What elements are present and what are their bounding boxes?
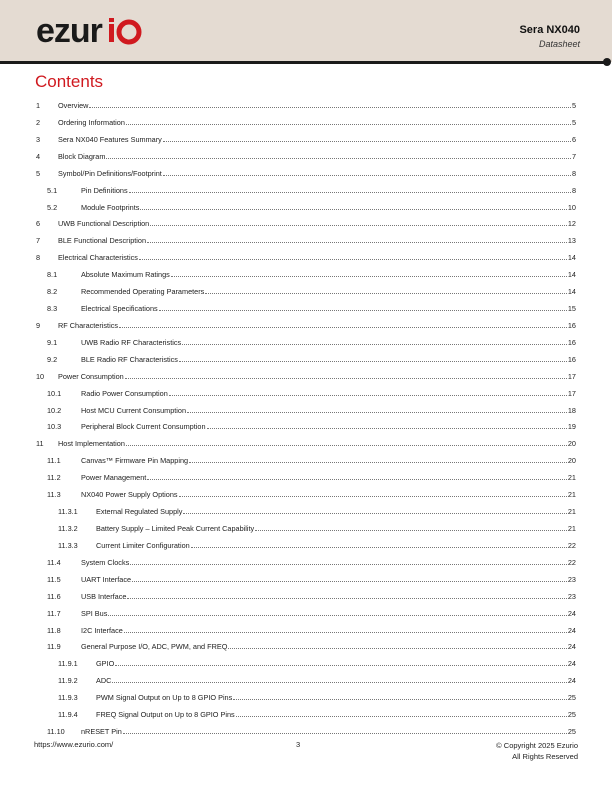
toc-entry-number: 11.1 (47, 456, 61, 466)
toc-entry-number: 11.9.4 (58, 710, 78, 720)
toc-entry[interactable] (0, 418, 612, 435)
toc-entry-page[interactable]: 15 (567, 304, 576, 314)
toc-dot-leader (126, 118, 571, 125)
toc-entry-number: 11.9.1 (58, 659, 78, 669)
toc-entry-number: 6 (36, 219, 41, 229)
toc-dot-leader (126, 439, 567, 446)
toc-dot-leader (159, 304, 567, 311)
toc-entry-title[interactable]: UWB Functional Description (58, 219, 150, 229)
toc-entry-title[interactable]: UWB Radio RF Characteristics (81, 337, 182, 347)
toc-entry-page[interactable]: 21 (567, 524, 576, 533)
toc-entry-number: 9.1 (47, 337, 58, 347)
toc-entry-number: 11.10 (47, 727, 65, 737)
toc-dot-leader (228, 642, 566, 649)
toc-entry-page[interactable]: 21 (567, 507, 576, 517)
toc-entry-title[interactable]: SPI Bus (81, 608, 108, 618)
toc-entry-title[interactable]: Electrical Characteristics (58, 253, 138, 263)
toc-entry-page[interactable]: 17 (567, 371, 576, 381)
toc-dot-leader (147, 236, 567, 243)
toc-entry-page[interactable]: 18 (567, 405, 576, 415)
toc-entry-title[interactable]: Radio Power Consumption (81, 388, 168, 398)
toc-entry-title[interactable]: Module Footprints (81, 202, 140, 212)
toc-dot-leader (147, 473, 567, 480)
toc-entry-page[interactable]: 24 (567, 676, 576, 686)
toc-entry-number: 11.3.2 (58, 524, 78, 533)
toc-entry-page[interactable]: 16 (567, 320, 576, 330)
ezurio-logo (36, 12, 146, 52)
toc-entry-number: 11.4 (47, 557, 61, 567)
toc-entry-page[interactable]: 8 (571, 168, 576, 178)
toc-entry[interactable] (0, 638, 612, 655)
toc-entry-page[interactable]: 5 (571, 117, 576, 127)
doc-subtitle: Datasheet (538, 39, 580, 49)
toc-entry-title[interactable]: I2C Interface (81, 625, 123, 635)
toc-entry-number: 11.5 (47, 574, 61, 584)
toc-entry[interactable] (0, 334, 612, 351)
toc-dot-leader (89, 101, 571, 108)
toc-dot-leader (106, 152, 570, 159)
toc-entry-title[interactable]: Recommended Operating Parameters (81, 287, 205, 297)
toc-entry-title[interactable]: External Regulated Supply (96, 507, 183, 517)
toc-entry-title[interactable]: USB Interface (81, 591, 127, 601)
toc-entry-page[interactable]: 23 (567, 591, 576, 601)
toc-entry-title[interactable]: BLE Functional Description (58, 236, 147, 246)
footer-url[interactable]: https://www.ezurio.com/ (34, 740, 114, 749)
toc-entry-page[interactable]: 24 (567, 608, 576, 618)
toc-entry[interactable] (0, 165, 612, 182)
toc-entry[interactable] (0, 182, 612, 199)
toc-entry[interactable] (0, 605, 612, 622)
toc-dot-leader (233, 693, 567, 700)
toc-entry-title[interactable]: Pin Definitions (81, 185, 128, 195)
toc-entry-page[interactable]: 24 (567, 642, 576, 652)
toc-entry-page[interactable]: 17 (567, 388, 576, 398)
toc-entry-title[interactable]: Electrical Specifications (81, 304, 158, 314)
toc-entry-number: 11.2 (47, 473, 61, 483)
toc-entry-page[interactable]: 24 (567, 659, 576, 669)
footer-copyright (496, 740, 578, 762)
toc-entry-number: 11.7 (47, 608, 61, 618)
toc-entry[interactable] (0, 672, 612, 689)
toc-entry[interactable] (0, 385, 612, 402)
toc-entry-number: 9.2 (47, 354, 58, 364)
toc-dot-leader (108, 609, 567, 616)
toc-entry[interactable] (0, 486, 612, 503)
toc-entry-page[interactable]: 7 (571, 151, 576, 161)
toc-entry-number: 7 (36, 236, 41, 246)
toc-entry[interactable] (0, 723, 612, 740)
toc-entry[interactable] (0, 706, 612, 723)
toc-entry-number: 11.3.1 (58, 507, 78, 517)
toc-entry-number: 8.2 (47, 287, 58, 297)
toc-dot-leader (129, 186, 571, 193)
toc-dot-leader (140, 203, 566, 210)
toc-entry-title[interactable]: Symbol/Pin Definitions/Footprint (58, 168, 162, 178)
toc-entry[interactable] (0, 622, 612, 639)
toc-entry-number: 5 (36, 168, 41, 178)
toc-entry-number: 10.3 (47, 422, 62, 432)
toc-entry-title[interactable]: Battery Supply – Limited Peak Current Capability (96, 524, 255, 533)
toc-entry[interactable] (0, 554, 612, 571)
toc-entry-page[interactable]: 25 (567, 727, 576, 737)
toc-entry-title[interactable]: UART Interface (81, 574, 132, 584)
toc-entry-title[interactable]: Host Implementation (58, 439, 125, 449)
toc-entry-page[interactable]: 22 (567, 557, 576, 567)
header-rule (0, 61, 607, 64)
toc-entry-page[interactable]: 25 (567, 693, 576, 703)
toc-entry-title[interactable]: Host MCU Current Consumption (81, 405, 187, 415)
toc-dot-leader (205, 287, 567, 294)
toc-entry-page[interactable]: 25 (567, 710, 576, 720)
toc-entry-title[interactable]: FREQ Signal Output on Up to 8 GPIO Pins (96, 710, 235, 720)
toc-entry-number: 8.3 (47, 304, 58, 314)
toc-entry[interactable] (0, 114, 612, 131)
toc-entry-page[interactable]: 14 (567, 253, 576, 263)
toc-entry[interactable] (0, 131, 612, 148)
toc-entry-page[interactable]: 21 (567, 490, 576, 500)
toc-dot-leader (127, 592, 566, 599)
toc-dot-leader (123, 727, 567, 734)
toc-dot-leader (169, 389, 567, 396)
toc-dot-leader (125, 372, 567, 379)
doc-title: Sera NX040 (519, 24, 580, 36)
toc-entry-number: 8 (36, 253, 41, 263)
toc-dot-leader (236, 710, 567, 717)
toc-entry[interactable] (0, 368, 612, 385)
toc-entry-page[interactable]: 8 (571, 185, 576, 195)
toc-entry-page[interactable]: 20 (567, 439, 576, 449)
toc-entry-number: 1 (36, 101, 41, 110)
toc-entry-number: 3 (36, 134, 41, 144)
toc-entry[interactable] (0, 249, 612, 266)
toc-entry[interactable] (0, 435, 612, 452)
toc-dot-leader (119, 321, 567, 328)
toc-entry-title[interactable]: Power Management (81, 473, 147, 483)
toc-entry-number: 2 (36, 117, 41, 127)
copyright-text: © Copyright 2025 Ezurio (496, 741, 578, 750)
toc-dot-leader (189, 456, 567, 463)
toc-entry[interactable] (0, 97, 612, 114)
toc-entry[interactable] (0, 215, 612, 232)
toc-entry-page[interactable]: 20 (567, 456, 576, 466)
toc-dot-leader (187, 406, 567, 413)
toc-entry-title[interactable]: Canvas™ Firmware Pin Mapping (81, 456, 189, 466)
toc-entry-number: 9 (36, 320, 41, 330)
toc-entry[interactable] (0, 571, 612, 588)
toc-entry-number: 11.9.3 (58, 693, 78, 703)
toc-entry-number: 4 (36, 151, 41, 161)
toc-entry[interactable] (0, 452, 612, 469)
toc-entry[interactable] (0, 588, 612, 605)
toc-entry-title[interactable]: Ordering Information (58, 117, 125, 127)
toc-entry[interactable] (0, 232, 612, 249)
toc-entry-page[interactable]: 6 (571, 134, 576, 144)
toc-dot-leader (191, 541, 567, 548)
toc-entry-title[interactable]: nRESET Pin (81, 727, 122, 737)
toc-entry-page[interactable]: 16 (567, 337, 576, 347)
toc-entry[interactable] (0, 266, 612, 283)
toc-dot-leader (163, 169, 571, 176)
toc-entry-number: 11.9.2 (58, 676, 78, 686)
toc-entry-title[interactable]: NX040 Power Supply Options (81, 490, 178, 500)
toc-entry[interactable] (0, 300, 612, 317)
toc-dot-leader (124, 626, 567, 633)
header-rule-dot (603, 58, 611, 66)
toc-entry-page[interactable]: 14 (567, 270, 576, 280)
toc-dot-leader (182, 338, 567, 345)
toc-entry[interactable] (0, 148, 612, 165)
toc-entry-page[interactable]: 10 (567, 202, 576, 212)
toc-dot-leader (255, 524, 567, 531)
toc-entry-number: 11 (36, 439, 44, 449)
toc-entry[interactable] (0, 402, 612, 419)
toc-entry-page[interactable]: 21 (567, 473, 576, 483)
toc-entry-number: 5.1 (47, 185, 58, 195)
toc-entry-page[interactable]: 24 (567, 625, 576, 635)
toc-entry[interactable] (0, 351, 612, 368)
toc-entry-title[interactable]: ADC (96, 676, 112, 686)
toc-dot-leader (130, 558, 567, 565)
toc-entry[interactable] (0, 503, 612, 520)
toc-entry-title[interactable]: Absolute Maximum Ratings (81, 270, 170, 280)
toc-entry-page[interactable]: 13 (567, 236, 576, 246)
toc-entry-number: 10 (36, 371, 45, 381)
toc-entry[interactable] (0, 317, 612, 334)
rights-text: All Rights Reserved (512, 752, 578, 761)
toc-entry[interactable] (0, 689, 612, 706)
toc-entry-title[interactable]: General Purpose I/O, ADC, PWM, and FREQ (81, 642, 228, 652)
svg-text:ezur: ezur (36, 12, 102, 50)
toc-dot-leader (179, 355, 567, 362)
toc-entry[interactable] (0, 537, 612, 554)
toc-entry-title[interactable]: Block Diagram (58, 151, 106, 161)
toc-entry-number: 11.9 (47, 642, 61, 652)
page-number: 3 (296, 740, 301, 749)
toc-dot-leader (112, 676, 566, 683)
toc-entry-number: 8.1 (47, 270, 58, 280)
toc-entry-title[interactable]: BLE Radio RF Characteristics (81, 354, 178, 364)
toc-entry-title[interactable]: Power Consumption (58, 371, 124, 381)
toc-entry-page[interactable]: 23 (567, 574, 576, 584)
toc-entry-page[interactable]: 14 (567, 287, 576, 297)
toc-entry-number: 10.1 (47, 388, 62, 398)
toc-entry-title[interactable]: GPIO (96, 659, 115, 669)
toc-entry-title[interactable]: System Clocks (81, 557, 130, 567)
toc-entry-title[interactable]: PWM Signal Output on Up to 8 GPIO Pins (96, 693, 233, 703)
header-doc-info (519, 24, 580, 49)
toc-entry-number: 11.6 (47, 591, 61, 601)
toc-entry-number: 11.3.3 (58, 540, 78, 550)
toc-dot-leader (150, 219, 567, 226)
toc-entry-number: 11.8 (47, 625, 61, 635)
contents-heading: Contents (35, 72, 104, 91)
toc-entry-page[interactable]: 16 (567, 354, 576, 364)
toc-entry[interactable] (0, 520, 612, 537)
toc-entry-page[interactable]: 12 (567, 219, 576, 229)
toc-dot-leader (163, 135, 571, 142)
toc-entry-title[interactable]: Sera NX040 Features Summary (58, 134, 162, 144)
toc-entry[interactable] (0, 199, 612, 216)
toc-entry-title[interactable]: RF Characteristics (58, 320, 119, 330)
toc-dot-leader (115, 659, 567, 666)
toc-dot-leader (139, 253, 567, 260)
toc-entry-page[interactable]: 5 (571, 101, 576, 110)
toc-entry-number: 10.2 (47, 405, 62, 415)
toc-entry[interactable] (0, 283, 612, 300)
toc-entry-page[interactable]: 19 (567, 422, 576, 432)
toc-entry-number: 5.2 (47, 202, 58, 212)
toc-entry-page[interactable]: 22 (567, 540, 576, 550)
page-header (0, 0, 612, 62)
toc-entry[interactable] (0, 655, 612, 672)
toc-dot-leader (207, 422, 567, 429)
toc-entry-title[interactable]: Current Limiter Configuration (96, 540, 190, 550)
toc-entry-title[interactable]: Overview (58, 101, 89, 110)
toc-dot-leader (183, 507, 566, 514)
toc-entry-number: 11.3 (47, 490, 61, 500)
toc-entry[interactable] (0, 469, 612, 486)
toc-dot-leader (171, 270, 567, 277)
toc-entry-title[interactable]: Peripheral Block Current Consumption (81, 422, 206, 432)
toc-dot-leader (179, 490, 567, 497)
toc-dot-leader (132, 575, 567, 582)
